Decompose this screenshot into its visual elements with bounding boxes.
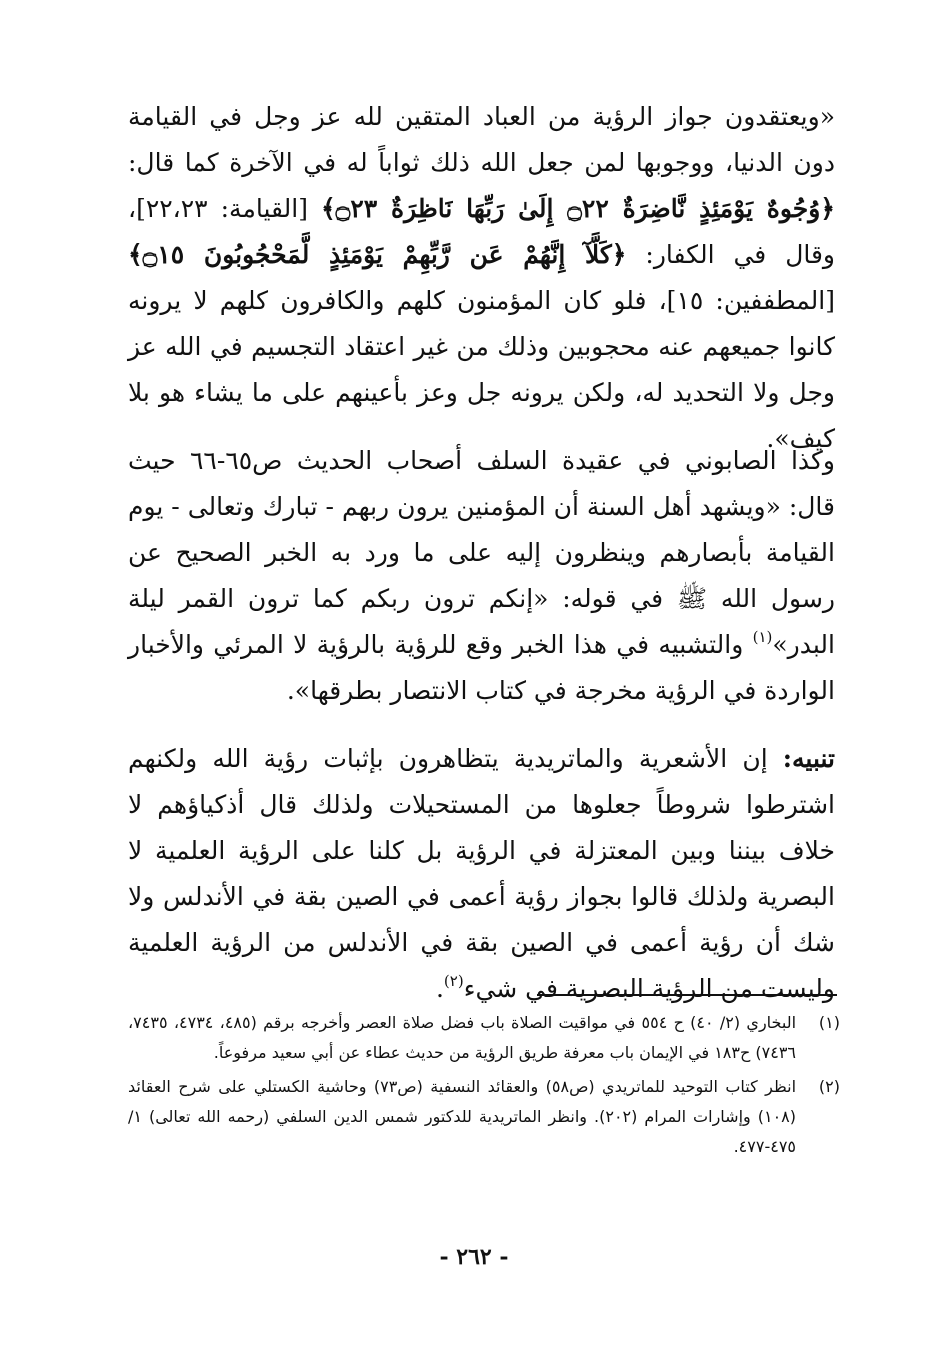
footnote-ref-2[interactable]: (٢)	[443, 971, 464, 990]
paragraph-2-text-b: والتشبيه في هذا الخبر وقع للرؤية بالرؤية لا المرئي والأخبار الواردة في الرؤية مخرجة في كتاب الانتصار بطرقها».	[128, 630, 835, 705]
paragraph-2-text-a: وكذا الصابوني في عقيدة السلف أصحاب الحديث ص٦٥-٦٦ حيث قال: «ويشهد أهل السنة أن المؤمنين يرون ربهم - تبارك وتعالى - يوم القيامة بأبصارهم وينظرون إليه على ما ورد به الخبر الصحيح عن رسول الله ﷺ في قوله: «إنكم ترون ربكم كما ترون القمر ليلة البدر»	[128, 446, 835, 659]
notice-label: تنبيه:	[782, 744, 835, 773]
footnote-separator	[537, 994, 837, 996]
paragraph-notice	[128, 736, 835, 1012]
quran-verse-qiyamah: ﴿وُجُوهٌ يَوْمَئِذٍ نَّاضِرَةٌ ۝٢٢ إِلَىٰ رَبِّهَا نَاظِرَةٌ ۝٢٣﴾	[321, 194, 835, 223]
paragraph-1-text-c: [المطففين: ١٥]، فلو كان المؤمنون كلهم والكافرون كلهم لا يرونه كانوا جميعهم عنه محجوبين وذلك من غير اعتقاد التجسيم في الله عز وجل ولا التحديد له، ولكن يرونه جل وعز بأعينهم على ما يشاء هو بلا كيف».	[128, 286, 836, 453]
footnote-ref-1[interactable]: (١)	[752, 627, 773, 646]
paragraph-sabuni	[128, 438, 835, 714]
footnote-item	[128, 1008, 840, 1068]
footnote-text: البخاري (٢/ ٤٠) ح ٥٥٤ في مواقيت الصلاة باب فضل صلاة العصر وأخرجه برقم (٤٨٥، ٤٧٣٤، ٧٤٣٥، ٧٤٣٦) ح١٨٣ في الإيمان باب معرفة طريق الرؤية من حديث عطاء عن أبي سعيد مرفوعاً.	[128, 1013, 797, 1062]
paragraph-1-text-a: «ويعتقدون جواز الرؤية من العباد المتقين لله عز وجل في القيامة دون الدنيا، ووجوبها لمن جعل الله ذلك ثواباً له في الآخرة كما قال:	[128, 102, 835, 177]
footnotes-section	[128, 1008, 840, 1166]
page-number: - ٢٦٢ -	[439, 1244, 509, 1270]
quran-verse-mutaffifin: ﴿كَلَّآ إِنَّهُمْ عَن رَّبِّهِمْ يَوْمَئِذٍ لَّمَحْجُوبُونَ ۝١٥﴾	[128, 240, 627, 269]
footnote-number: (١)	[818, 1013, 840, 1032]
footnote-text: انظر كتاب التوحيد للماتريدي (ص٥٨) والعقائد النسفية (ص٧٣) وحاشية الكستلي على شرح العقائد (١٠٨) وإشارات المرام (٢٠٢). وانظر الماتريدية للدكتور شمس الدين السلفي (رحمه الله تعالى) ١/ ٤٧٥-٤٧٧.	[128, 1077, 797, 1156]
paragraph-1-text-b: [القيامة: ٢٢،٢٣]، وقال في الكفار:	[128, 194, 835, 269]
paragraph-3-text-a: إن الأشعرية والماتريدية يتظاهرون بإثبات رؤية الله ولكنهم اشترطوا شروطاً جعلوها من المستحيلات ولذلك قال أذكياؤهم لا خلاف بيننا وبين المعتزلة في الرؤية بل كلنا على الرؤية العلمية لا البصرية ولذلك قالوا بجواز رؤية أعمى في الصين بقة في الأندلس ولا شك أن رؤية أعمى في الصين بقة في الأندلس من الرؤية العلمية وليست من الرؤية البصرية في شيء	[128, 744, 835, 1003]
paragraph-quote-belief	[128, 94, 835, 462]
paragraph-3-text-b: .	[435, 974, 444, 1003]
footnote-number: (٢)	[818, 1077, 840, 1096]
footnote-item	[128, 1072, 840, 1162]
